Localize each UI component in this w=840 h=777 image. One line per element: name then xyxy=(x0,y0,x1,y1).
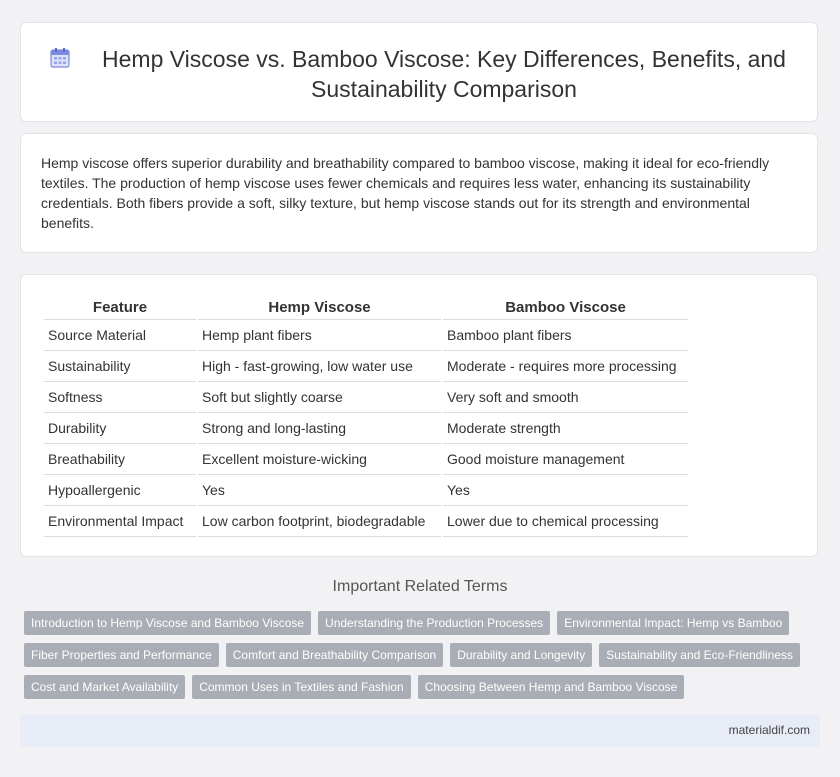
related-term-tag[interactable]: Common Uses in Textiles and Fashion xyxy=(192,675,411,699)
related-term-tag[interactable]: Choosing Between Hemp and Bamboo Viscose xyxy=(418,675,685,699)
table-cell: Bamboo plant fibers xyxy=(443,320,688,351)
table-row xyxy=(44,320,688,351)
comparison-table xyxy=(42,295,690,537)
table-cell: Soft but slightly coarse xyxy=(198,382,441,413)
table-cell: Moderate strength xyxy=(443,413,688,444)
table-cell: Moderate - requires more processing xyxy=(443,351,688,382)
footer xyxy=(20,714,820,747)
table-cell: Strong and long-lasting xyxy=(198,413,441,444)
table-cell: Hemp plant fibers xyxy=(198,320,441,351)
intro-card xyxy=(20,133,818,253)
related-term-tag[interactable]: Understanding the Production Processes xyxy=(318,611,550,635)
page-title: Hemp Viscose vs. Bamboo Viscose: Key Differences, Benefits, and Sustainability Comparison xyxy=(102,46,786,102)
title-card xyxy=(20,22,818,122)
table-cell: Softness xyxy=(44,382,196,413)
table-row xyxy=(44,444,688,475)
intro-paragraph: Hemp viscose offers superior durability and breathability compared to bamboo viscose, making it ideal for eco-friendly textiles. The production of hemp viscose uses fewer chemicals and requires less water, enhancing its sustainability credentials. Both fibers provide a soft, silky texture, but hemp viscose stands out for its strength and environmental benefits. xyxy=(41,155,770,231)
table-cell: Environmental Impact xyxy=(44,506,196,537)
table-cell: Very soft and smooth xyxy=(443,382,688,413)
comparison-card xyxy=(20,274,818,557)
column-header: Feature xyxy=(44,295,196,320)
table-row xyxy=(44,506,688,537)
table-cell: High - fast-growing, low water use xyxy=(198,351,441,382)
table-cell: Low carbon footprint, biodegradable xyxy=(198,506,441,537)
table-cell: Durability xyxy=(44,413,196,444)
table-cell: Breathability xyxy=(44,444,196,475)
table-cell: Yes xyxy=(198,475,441,506)
footer-site-link[interactable]: materialdif.com xyxy=(728,723,810,737)
related-term-tag[interactable]: Durability and Longevity xyxy=(450,643,592,667)
table-row xyxy=(44,475,688,506)
table-cell: Lower due to chemical processing xyxy=(443,506,688,537)
table-cell: Good moisture management xyxy=(443,444,688,475)
related-term-tag[interactable]: Introduction to Hemp Viscose and Bamboo Viscose xyxy=(24,611,311,635)
calendar-icon xyxy=(49,47,71,69)
table-header-row xyxy=(44,295,688,320)
table-row xyxy=(44,413,688,444)
column-header: Hemp Viscose xyxy=(198,295,441,320)
related-terms-list xyxy=(24,611,814,707)
table-cell: Hypoallergenic xyxy=(44,475,196,506)
related-term-tag[interactable]: Cost and Market Availability xyxy=(24,675,185,699)
table-cell: Excellent moisture-wicking xyxy=(198,444,441,475)
related-terms-heading: Important Related Terms xyxy=(332,578,508,595)
column-header: Bamboo Viscose xyxy=(443,295,688,320)
related-term-tag[interactable]: Environmental Impact: Hemp vs Bamboo xyxy=(557,611,789,635)
table-cell: Source Material xyxy=(44,320,196,351)
table-cell: Yes xyxy=(443,475,688,506)
related-term-tag[interactable]: Comfort and Breathability Comparison xyxy=(226,643,443,667)
related-term-tag[interactable]: Sustainability and Eco-Friendliness xyxy=(599,643,800,667)
related-term-tag[interactable]: Fiber Properties and Performance xyxy=(24,643,219,667)
table-row xyxy=(44,382,688,413)
table-cell: Sustainability xyxy=(44,351,196,382)
table-row xyxy=(44,351,688,382)
